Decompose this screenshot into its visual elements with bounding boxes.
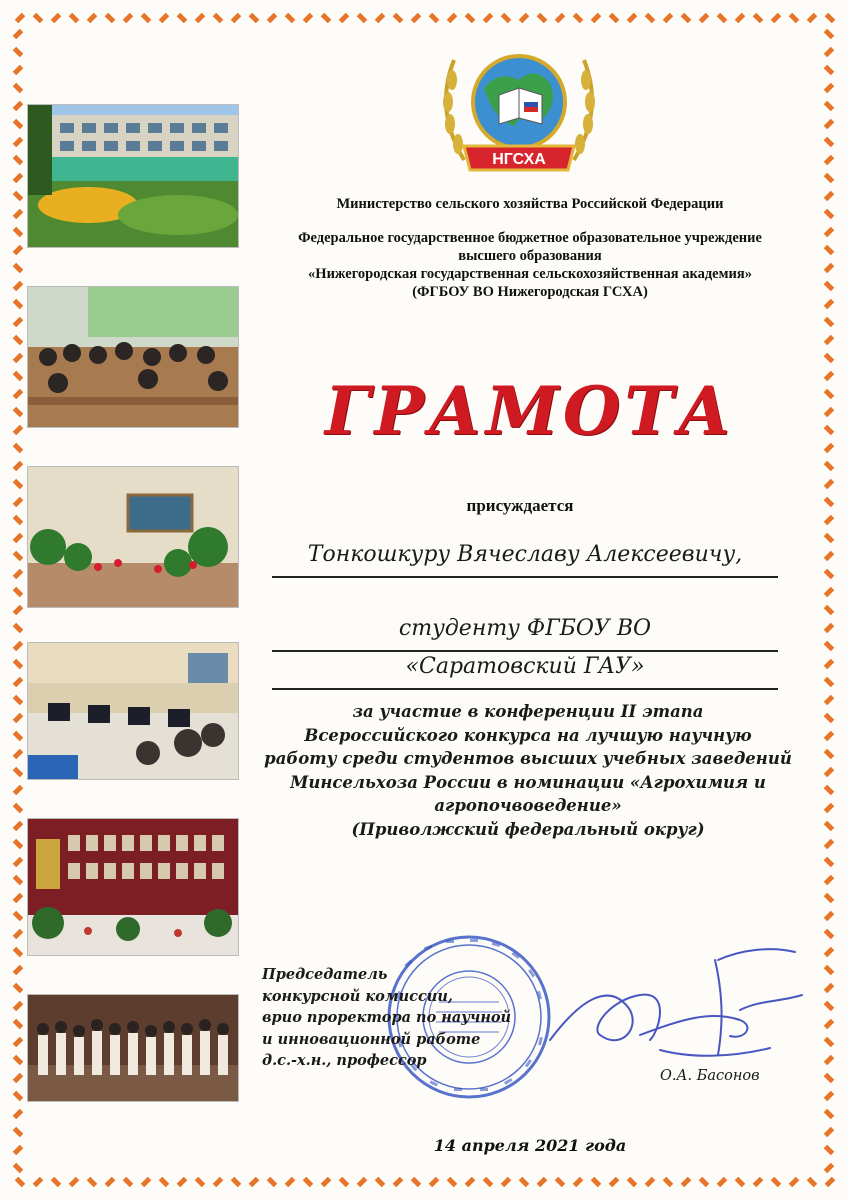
border-mark [627,1177,638,1188]
border-mark [789,1177,800,1188]
border-mark [447,1177,458,1188]
border-mark [13,893,24,904]
border-mark [285,13,296,24]
border-mark [13,425,24,436]
border-mark [681,1177,692,1188]
border-mark [195,1177,206,1188]
border-mark [393,1177,404,1188]
border-mark [13,407,24,418]
border-mark [824,821,835,832]
border-mark [824,1145,835,1156]
border-mark [824,497,835,508]
position-line: врио проректора по научной [262,1009,512,1026]
border-mark [13,875,24,886]
border-mark [429,1177,440,1188]
border-mark [824,803,835,814]
border-mark [824,227,835,238]
border-mark [609,1177,620,1188]
border-mark [824,983,835,994]
border-mark [339,13,350,24]
border-mark [13,767,24,778]
border-mark [824,155,835,166]
border-mark [824,1127,835,1138]
border-mark [13,335,24,346]
border-mark [537,1177,548,1188]
border-mark [177,13,188,24]
border-mark [824,191,835,202]
border-mark [13,569,24,580]
border-mark [13,443,24,454]
reason-line: за участие в конференции II этапа [352,702,704,721]
border-mark [105,13,116,24]
border-mark [195,13,206,24]
border-mark [267,13,278,24]
border-mark [483,1177,494,1188]
border-mark [87,13,98,24]
border-mark [824,551,835,562]
border-mark [501,1177,512,1188]
border-mark [303,1177,314,1188]
border-mark [87,1177,98,1188]
border-mark [13,119,24,130]
border-mark [13,1055,24,1066]
border-mark [824,1019,835,1030]
border-mark [699,1177,710,1188]
border-mark [13,101,24,112]
border-mark [13,83,24,94]
border-mark [824,839,835,850]
recipient-status: студенту ФГБОУ ВО [398,616,652,641]
position-line: д.с.-х.н., профессор [262,1052,427,1069]
border-mark [824,83,835,94]
border-mark [13,155,24,166]
border-mark [824,263,835,274]
border-mark [824,335,835,346]
border-mark [123,13,134,24]
border-mark [213,1177,224,1188]
border-mark [13,641,24,652]
border-mark [824,1073,835,1084]
reason-line: (Приволжский федеральный округ) [351,819,705,839]
border-mark [824,299,835,310]
border-mark [573,13,584,24]
border-mark [33,13,44,24]
border-mark [824,47,835,58]
border-mark [13,1091,24,1102]
institution-name: «Нижегородская государственная сельскохозяйственная академия» [308,266,752,282]
border-mark [141,13,152,24]
border-mark [159,13,170,24]
certificate-title: ГРАМОТА [324,372,736,450]
border-mark [51,1177,62,1188]
border-mark [663,13,674,24]
university-underline [272,688,778,690]
border-mark [411,13,422,24]
border-mark [13,821,24,832]
border-mark [13,173,24,184]
photo-computer-class [27,642,239,780]
border-mark [824,767,835,778]
border-mark [13,749,24,760]
border-mark [824,1091,835,1102]
border-mark [13,317,24,328]
border-mark [645,13,656,24]
border-mark [824,1163,835,1174]
border-mark [537,13,548,24]
border-mark [249,13,260,24]
border-mark [13,263,24,274]
border-mark [141,1177,152,1188]
border-mark [249,1177,260,1188]
border-mark [13,965,24,976]
border-mark [267,1177,278,1188]
academy-logo [424,40,614,190]
position-line: и инновационной работе [262,1030,481,1048]
border-mark [824,1037,835,1048]
photo-hall-interior [27,466,239,608]
border-mark [13,839,24,850]
border-mark [824,1001,835,1012]
border-mark [13,353,24,364]
border-mark [824,173,835,184]
border-mark [15,1177,26,1188]
border-mark [13,1073,24,1084]
logo-emblem-text: НГСХА [492,151,546,168]
border-mark [771,13,782,24]
border-mark [825,13,836,24]
border-mark [51,13,62,24]
border-mark [429,13,440,24]
border-mark [13,983,24,994]
border-mark [824,785,835,796]
signer-name: О.А. Басонов [660,1068,760,1084]
border-mark [13,497,24,508]
border-mark [753,1177,764,1188]
border-mark [824,731,835,742]
border-mark [13,47,24,58]
border-mark [13,785,24,796]
border-mark [824,695,835,706]
border-mark [13,209,24,220]
border-mark [285,1177,296,1188]
border-mark [824,281,835,292]
position-line: Председатель [262,966,388,983]
border-mark [573,1177,584,1188]
border-mark [824,893,835,904]
border-mark [591,13,602,24]
border-mark [824,1055,835,1066]
border-mark [13,551,24,562]
border-mark [13,479,24,490]
border-mark [501,13,512,24]
border-mark [13,731,24,742]
border-mark [824,677,835,688]
border-mark [13,1127,24,1138]
border-mark [717,13,728,24]
issue-date: 14 апреля 2021 года [433,1136,627,1155]
border-mark [375,1177,386,1188]
border-mark [824,911,835,922]
border-mark [825,1177,836,1188]
border-mark [645,1177,656,1188]
border-mark [555,13,566,24]
border-mark [824,479,835,490]
reason-line: работу среди студентов высших учебных заведений [264,749,792,768]
border-mark [824,659,835,670]
border-mark [519,1177,530,1188]
border-mark [13,623,24,634]
border-mark [357,1177,368,1188]
border-mark [13,281,24,292]
border-mark [824,461,835,472]
recipient-university: «Саратовский ГАУ» [405,654,645,679]
border-mark [824,515,835,526]
border-mark [447,13,458,24]
border-mark [824,443,835,454]
border-mark [13,587,24,598]
border-mark [339,1177,350,1188]
border-mark [771,1177,782,1188]
border-mark [123,1177,134,1188]
border-mark [717,1177,728,1188]
awarded-label: присуждается [466,496,574,515]
border-mark [13,245,24,256]
border-mark [824,749,835,760]
border-mark [13,911,24,922]
border-mark [824,533,835,544]
photo-honor-board [27,818,239,956]
border-mark [13,605,24,616]
border-mark [13,803,24,814]
border-mark [824,965,835,976]
border-mark [231,13,242,24]
border-mark [13,65,24,76]
border-mark [824,587,835,598]
border-mark [824,425,835,436]
border-mark [69,1177,80,1188]
border-mark [177,1177,188,1188]
border-mark [15,13,26,24]
border-mark [357,13,368,24]
photo-group-students [27,994,239,1102]
border-mark [519,13,530,24]
border-mark [824,317,835,328]
institution-short-name: (ФГБОУ ВО Нижегородская ГСХА) [412,284,648,300]
photo-lecture-hall [27,286,239,428]
border-mark [824,857,835,868]
border-mark [824,389,835,400]
border-mark [13,857,24,868]
reason-line: агропочвоведение» [434,796,622,815]
position-line: конкурсной комиссии, [262,987,453,1005]
border-mark [824,947,835,958]
border-mark [591,1177,602,1188]
border-mark [824,101,835,112]
border-mark [13,227,24,238]
border-mark [321,13,332,24]
border-mark [681,13,692,24]
award-reason [258,700,798,841]
border-mark [13,695,24,706]
border-mark [13,659,24,670]
institution-type-line1: Федеральное государственное бюджетное образовательное учреждение [298,230,762,246]
border-mark [735,1177,746,1188]
border-mark [465,1177,476,1188]
border-mark [33,1177,44,1188]
border-mark [824,119,835,130]
border-mark [213,13,224,24]
border-mark [13,1001,24,1012]
ministry-name: Министерство сельского хозяйства Российской Федерации [336,196,724,212]
border-mark [824,569,835,580]
border-mark [13,1037,24,1048]
border-mark [105,1177,116,1188]
border-mark [824,245,835,256]
border-mark [411,1177,422,1188]
border-mark [13,947,24,958]
border-mark [13,299,24,310]
border-mark [663,1177,674,1188]
border-mark [627,13,638,24]
border-mark [824,371,835,382]
border-mark [789,13,800,24]
border-mark [13,515,24,526]
border-mark [699,13,710,24]
signatory-position [262,964,532,1072]
border-mark [483,13,494,24]
border-mark [824,29,835,40]
border-mark [824,137,835,148]
border-mark [824,1109,835,1120]
border-mark [824,623,835,634]
handwritten-signature [540,940,810,1070]
border-mark [13,1145,24,1156]
border-mark [824,209,835,220]
border-mark [13,1109,24,1120]
border-mark [69,13,80,24]
border-mark [735,13,746,24]
border-mark [393,13,404,24]
border-mark [13,713,24,724]
border-mark [824,875,835,886]
border-mark [824,605,835,616]
border-mark [13,29,24,40]
border-mark [824,929,835,940]
border-mark [321,1177,332,1188]
reason-line: Всероссийского конкурса на лучшую научную [304,725,752,745]
border-mark [824,641,835,652]
border-mark [609,13,620,24]
photo-campus-building [27,104,239,248]
recipient-name: Тонкошкуру Вячеславу Алексеевичу, [307,542,743,567]
border-mark [824,353,835,364]
recipient-underline [272,576,778,578]
border-mark [13,389,24,400]
border-mark [807,1177,818,1188]
border-mark [13,461,24,472]
border-mark [13,533,24,544]
border-mark [13,371,24,382]
border-mark [555,1177,566,1188]
border-mark [13,677,24,688]
border-mark [159,1177,170,1188]
border-mark [303,13,314,24]
border-mark [13,1019,24,1030]
border-mark [13,929,24,940]
border-mark [465,13,476,24]
status-underline [272,650,778,652]
border-mark [13,1163,24,1174]
border-mark [753,13,764,24]
institution-type-line2: высшего образования [458,248,602,264]
border-mark [824,407,835,418]
border-mark [375,13,386,24]
border-mark [807,13,818,24]
border-mark [13,137,24,148]
border-mark [231,1177,242,1188]
border-mark [824,65,835,76]
border-mark [13,191,24,202]
border-mark [824,713,835,724]
reason-line: Минсельхоза России в номинации «Агрохимия и [290,772,766,792]
